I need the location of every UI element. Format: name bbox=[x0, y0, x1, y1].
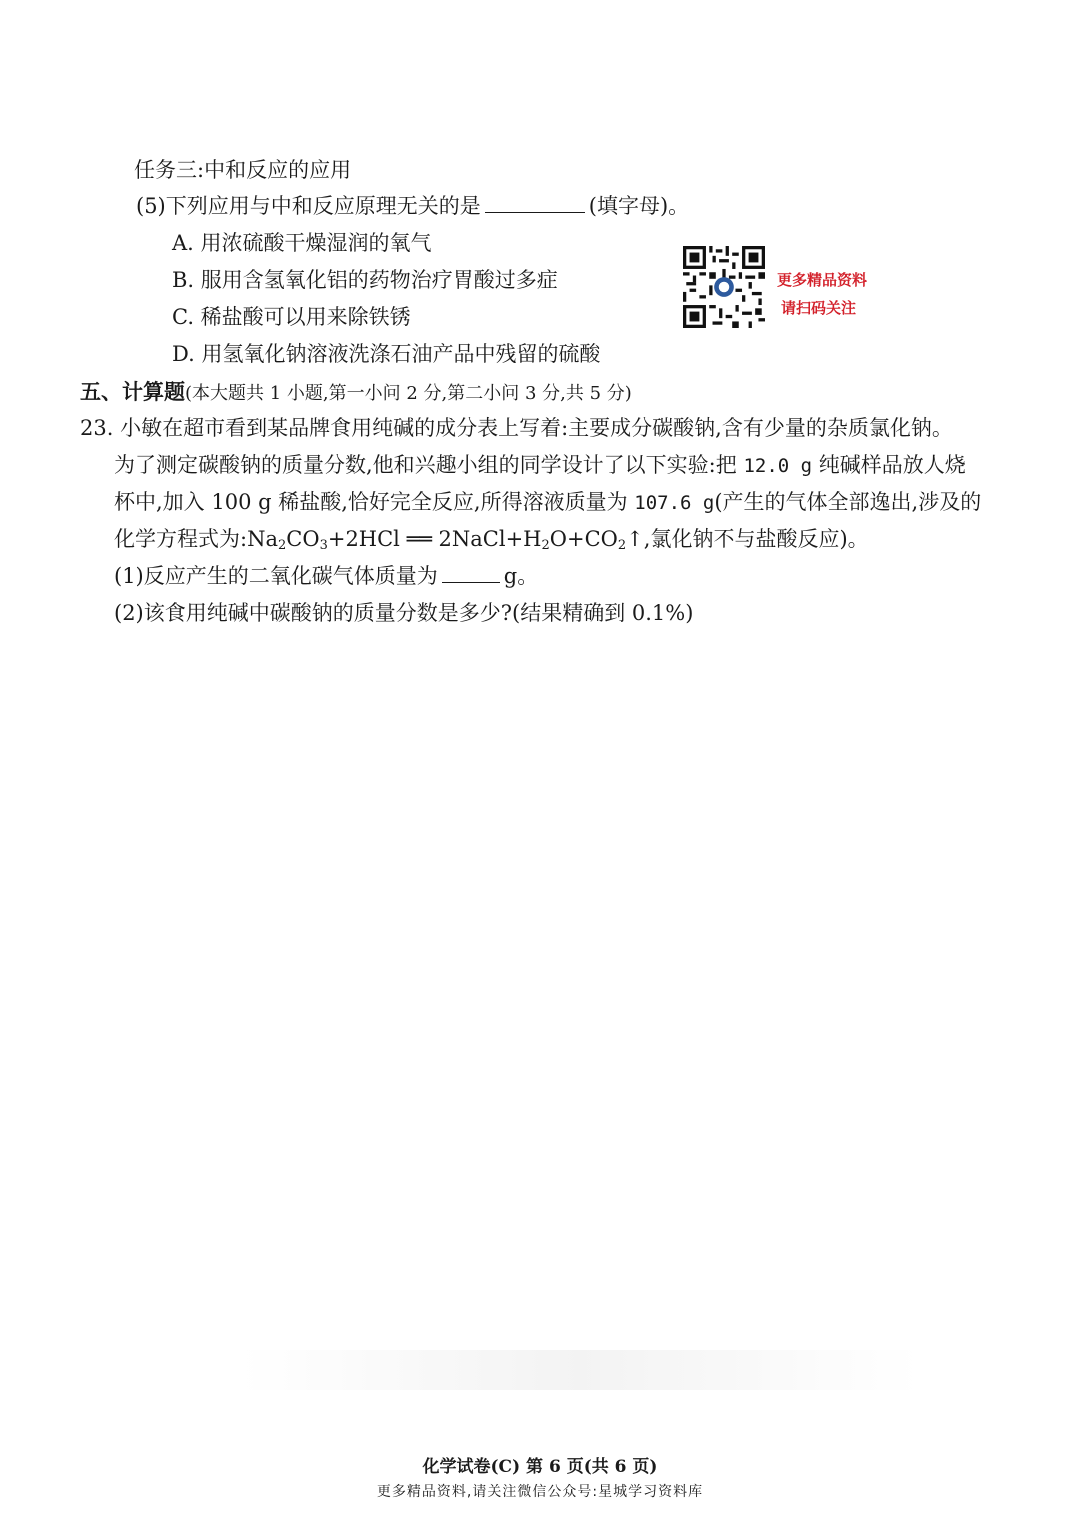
task-heading: 任务三:中和反应的应用 bbox=[134, 158, 352, 182]
option-b: B. 服用含氢氧化铝的药物治疗胃酸过多症 bbox=[172, 268, 558, 292]
chemical-equation: $Na_2CO_3+2HCl$ ══ $2NaCl+H_2O+CO_2↑$ bbox=[247, 527, 644, 553]
section-5-title: 五、计算题 bbox=[80, 379, 185, 404]
question-5-hint: (填字母)。 bbox=[588, 194, 690, 218]
q23-text: 纯碱样品放人烧 bbox=[812, 453, 966, 477]
scan-smudge bbox=[240, 1350, 920, 1390]
question-23-line-3 bbox=[114, 492, 981, 513]
q23-sample-mass: 12.0 g bbox=[743, 455, 813, 477]
q23-text: 化学方程式为: bbox=[114, 527, 248, 551]
q23-text: 杯中,加入 100 g 稀盐酸,恰好完全反应,所得溶液质量为 bbox=[114, 490, 635, 514]
up-arrow-icon: ↑ bbox=[626, 527, 644, 551]
footer-promo: 更多精品资料,请关注微信公众号:星城学习资料库 bbox=[376, 1484, 704, 1500]
option-c: C. 稀盐酸可以用来除铁锈 bbox=[172, 305, 411, 329]
option-d: D. 用氢氧化钠溶液洗涤石油产品中残留的硫酸 bbox=[172, 342, 601, 366]
question-23-line-2 bbox=[114, 455, 966, 476]
q23-text: 为了测定碳酸钠的质量分数,他和兴趣小组的同学设计了以下实验:把 bbox=[114, 453, 744, 477]
qr-promo bbox=[683, 246, 883, 328]
section-5-heading bbox=[80, 381, 632, 403]
qr-caption-1: 更多精品资料 bbox=[777, 271, 868, 289]
question-23-line-1: 23. 小敏在超市看到某品牌食用纯碱的成分表上写着:主要成分碳酸钠,含有少量的杂质氯化钠。 bbox=[80, 416, 953, 440]
page-footer: 化学试卷(C) 第 6 页(共 6 页) bbox=[422, 1457, 658, 1477]
q23-text: ,氯化钠不与盐酸反应)。 bbox=[643, 527, 869, 551]
q23-part-1-unit: g。 bbox=[503, 564, 539, 588]
q23-text: (产生的气体全部逸出,涉及的 bbox=[714, 490, 982, 514]
answer-blank bbox=[442, 581, 500, 583]
option-a: A. 用浓硫酸干燥湿润的氧气 bbox=[172, 231, 432, 255]
qr-caption-2: 请扫码关注 bbox=[781, 299, 857, 317]
q23-solution-mass: 107.6 g bbox=[634, 492, 715, 514]
question-23-line-4 bbox=[114, 527, 869, 553]
answer-blank bbox=[485, 211, 585, 213]
question-5-text: (5)下列应用与中和反应原理无关的是 bbox=[136, 194, 481, 218]
q23-part-1-text: (1)反应产生的二氧化碳气体质量为 bbox=[114, 564, 438, 588]
question-5-stem bbox=[136, 196, 689, 217]
question-23-part-1 bbox=[114, 566, 538, 587]
question-23-part-2: (2)该食用纯碱中碳酸钠的质量分数是多少?(结果精确到 0.1%) bbox=[114, 601, 694, 625]
section-5-note: (本大题共 1 小题,第一小问 2 分,第二小问 3 分,共 5 分) bbox=[185, 383, 632, 404]
qr-code-icon bbox=[683, 246, 765, 328]
